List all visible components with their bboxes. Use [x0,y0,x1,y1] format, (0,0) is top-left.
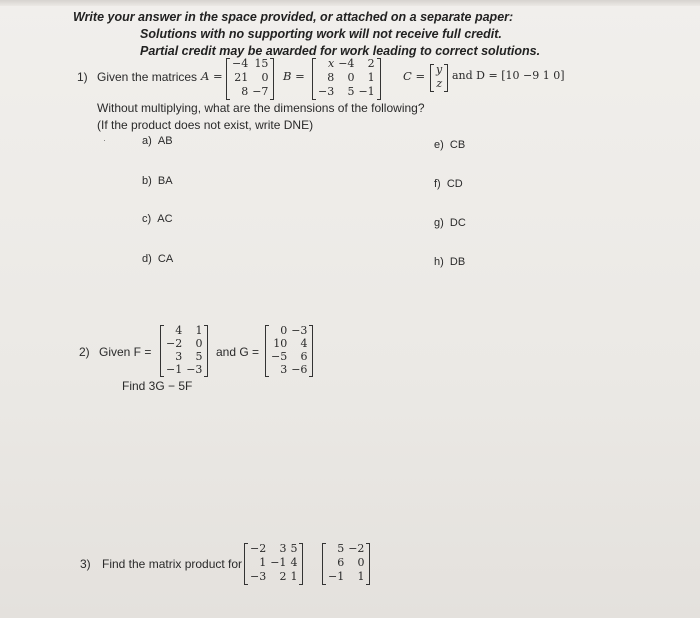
matrix-left-cell-r3c3: 1 [290,570,298,583]
matrix-g-cell-r2c1: 10 [273,337,288,350]
matrix-left-cell-r2c1: 1 [259,556,267,569]
matrix-g [265,325,313,377]
matrix-f-cell-r2c2: 0 [195,337,203,350]
matrix-f-cell-r4c2: −3 [186,363,203,376]
matrix-a-cell-r1c1: −4 [232,57,249,70]
matrix-right-cell-r3c1: −1 [328,570,345,583]
q1-part-h: h) DB [434,256,466,268]
matrix-right-cell-r1c2: −2 [348,542,365,555]
bullet-mark: · [103,135,106,145]
matrix-b-cell-r3c1: −3 [318,85,335,98]
matrix-c-cell-r2c1: z [436,77,443,90]
matrix-g-cell-r1c1: 0 [280,324,288,337]
q1-part-a: a) AB [142,135,173,147]
matrix-b-cell-r2c3: 1 [367,71,375,84]
matrix-right-factor [322,543,370,585]
q1-d-definition: and D = [10 −9 1 0] [452,69,565,82]
matrix-c-cell-r1c1: y [436,63,443,76]
q1-line2: Without multiplying, what are the dimensions of the following? [97,101,425,115]
instruction-line-3: Partial credit may be awarded for work leading to correct solutions. [140,44,541,58]
matrix-left-cell-r1c1: −2 [250,542,267,555]
q1-prefix: Given the matrices [97,70,198,84]
matrix-g-cell-r3c2: 6 [300,350,308,363]
matrix-b-cell-r1c1: x [328,57,335,70]
matrix-b-cell-r2c1: 8 [327,71,335,84]
matrix-f-cell-r3c1: 3 [175,350,183,363]
matrix-left-cell-r3c1: −3 [250,570,267,583]
q1-c-label: C = [403,69,426,83]
matrix-f [160,325,208,377]
matrix-b [312,58,381,100]
matrix-left-cell-r1c2: 3 [279,542,287,555]
matrix-a-cell-r1c2: 15 [254,57,269,70]
matrix-f-cell-r2c1: −2 [166,337,183,350]
q2-number: 2) [79,345,90,359]
matrix-right-cell-r3c2: 1 [357,570,365,583]
matrix-a-cell-r2c2: 0 [261,71,269,84]
cropped-heading-edge [0,0,700,6]
matrix-c [430,64,448,92]
matrix-a-cell-r3c2: −7 [252,85,269,98]
matrix-right-cell-r2c2: 0 [357,556,365,569]
matrix-left-factor [244,543,303,585]
q1-part-e: e) CB [434,139,466,151]
matrix-g-cell-r1c2: −3 [291,324,308,337]
q1-part-c: c) AC [142,213,173,225]
q1-b-label: B = [283,69,305,83]
q1-line3: (If the product does not exist, write DNE) [97,118,314,132]
matrix-f-cell-r3c2: 5 [195,350,203,363]
matrix-left-cell-r1c3: 5 [290,542,298,555]
matrix-b-cell-r3c2: 5 [347,85,355,98]
q3-prefix: Find the matrix product for [102,557,243,571]
matrix-left-cell-r2c2: −1 [270,556,287,569]
matrix-g-cell-r4c2: −6 [291,363,308,376]
matrix-f-cell-r4c1: −1 [166,363,183,376]
matrix-left-cell-r2c3: 4 [290,556,298,569]
q2-prefix: Given F = [99,345,152,359]
q2-and-g-label: and G = [216,345,260,359]
q2-task: Find 3G − 5F [122,379,193,393]
matrix-a-cell-r3c1: 8 [241,85,249,98]
q1-part-b: b) BA [142,175,173,187]
instruction-line-2: Solutions with no supporting work will not receive full credit. [140,27,502,41]
matrix-g-cell-r4c1: 3 [280,363,288,376]
matrix-a-cell-r2c1: 21 [234,71,249,84]
matrix-b-cell-r1c3: 2 [367,57,375,70]
matrix-f-cell-r1c1: 4 [175,324,183,337]
q1-a-label: A = [201,69,223,83]
matrix-left-cell-r3c2: 2 [279,570,287,583]
matrix-f-cell-r1c2: 1 [195,324,203,337]
matrix-b-cell-r1c2: −4 [338,57,355,70]
q1-part-f: f) CD [434,178,463,190]
matrix-right-cell-r2c1: 6 [337,556,345,569]
matrix-right-cell-r1c1: 5 [337,542,345,555]
matrix-a [226,58,274,100]
matrix-g-cell-r2c2: 4 [300,337,308,350]
instruction-line-1: Write your answer in the space provided, or attached on a separate paper: [73,10,514,24]
q1-part-g: g) DC [434,217,466,229]
matrix-b-cell-r3c3: −1 [358,85,375,98]
q1-part-d: d) CA [142,253,174,265]
q1-number: 1) [77,70,88,84]
q3-number: 3) [80,557,91,571]
matrix-b-cell-r2c2: 0 [347,71,355,84]
matrix-g-cell-r3c1: −5 [271,350,288,363]
